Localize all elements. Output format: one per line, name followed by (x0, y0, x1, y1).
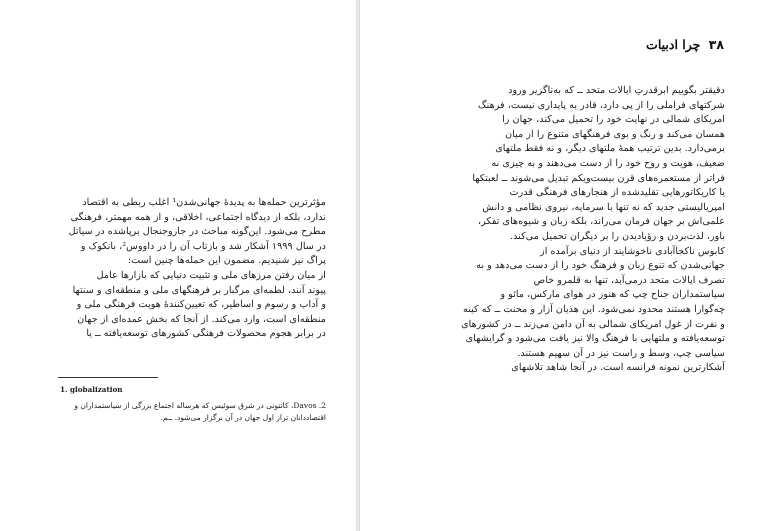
text-line: مطرح می‌شود. این‌گونه مباحث در جاروجنجال برپاشده در سیاتل (68, 226, 326, 238)
text-line: از میان رفتن مرزهای ملی و تثبیت دنیایی که بازارها عامل (96, 269, 326, 281)
chapter-title: چرا ادبیات (646, 37, 701, 52)
text-line: تصرف ایالات متحد درمی‌آید، تنها به قلمرو خاص (533, 274, 725, 286)
footnote-2 (52, 400, 326, 424)
text-line: پیوند آنند، لطمه‌ای مرگبار بر فرهنگهای ملی و منطقه‌ای و سنتها (72, 284, 326, 296)
text-line: امپریالیستی جدید که نه تنها با سرمایه، نیروی نظامی و دانش (482, 201, 725, 213)
text-line: همسان می‌کند و رنگ و بوی فرهنگهای متنوع را از میان (505, 128, 725, 140)
text-line: دقیقتر بگوییم ابرقدرتِ ایالات متحد ــ که به‌ناگزیر ورود (508, 85, 725, 96)
right-page-body (407, 84, 725, 376)
text-line: علمی‌اش بر جهان فرمان می‌راند، بلکه زبان و شیوه‌های تفکر، (478, 216, 725, 228)
text-line: و نفرت از غول امریکای شمالی به آن دامن می‌زند ــ در کشورهای (461, 318, 725, 330)
text-line: سیاستمداران جناح چپ که هنوز در هوای مارکس، مائو و (500, 289, 725, 301)
text-line: ضعیف، هویت و روح خود را از دست می‌دهند و به چیزی نه (491, 157, 725, 169)
text-line: شرکتهای فراملی را از پی دارد، قادر به پایداری نیست، فرهنگ (478, 99, 725, 111)
right-paragraph-1 (407, 84, 725, 245)
left-paragraph-2 (52, 269, 326, 342)
text-line: توسعه‌یافته و ملتهایی با فرهنگ والا نیز یافت می‌شود و گرایشهای (465, 333, 725, 345)
text-line: برمی‌دارد. بدین ترتیب همهٔ ملتهای دیگر، و نه فقط ملتهای (495, 143, 725, 155)
right-page (360, 0, 758, 531)
text-line: و آداب و رسوم و اساطیر، که تعیین‌کنندهٔ هویت فرهنگی ملی و (76, 299, 326, 311)
text-line: پراگ نیز شنیدیم. مضمون این حمله‌ها چنین است: (127, 255, 326, 267)
footnote-1: 1. globalization (60, 385, 123, 394)
footnote-divider (58, 377, 158, 378)
left-page (0, 0, 357, 531)
text-line: امریکای شمالی در نهایت خود را تحمیل می‌کند، جهان را (502, 114, 725, 126)
right-paragraph-3 (407, 361, 725, 376)
page-number: ۳۸ (708, 37, 724, 52)
text-line: جهانی‌شدن که تنوع زبان و فرهنگ خود را از دست می‌دهد و به (476, 260, 725, 272)
text-line: یا کاریکاتورهایی تقلیدشده از هنجارهای فرهنگی قدرت (509, 187, 725, 199)
text-line: چه‌گوارا هستند محدود نمی‌شود. این هذیان آزار و محنت ــ که کینه (463, 303, 725, 315)
text-line: باور، لذت‌بردن و رؤیادیدن را بر دیگران تحمیل می‌کند. (510, 230, 725, 242)
text-line: منطقه‌ای است، وارد می‌کند. از آنجا که بخش عمده‌ای از جهان (77, 313, 326, 325)
running-header (394, 37, 724, 55)
text-line: در برابر هجوم محصولات فرهنگی کشورهای توسعه‌یافته ــ یا (86, 328, 326, 340)
left-page-body (52, 196, 326, 342)
text-line: مؤثرترین حمله‌ها به پدیدهٔ جهانی‌شدن¹ اغلب ربطی به اقتصاد (82, 197, 326, 208)
text-line: در سال ۱۹۹۹ آشکار شد و بازتاب آن را در داووس²، بانکوک و (80, 240, 326, 252)
footnote-line: 2. Davos، کانتونی در شرق سوئیس که هرساله اجتماع بزرگی از سیاستمداران و (74, 401, 326, 410)
text-line: ندارد، بلکه از دیدگاه اجتماعی، اخلاقی، و از همه مهمتر، فرهنگی (70, 211, 326, 223)
left-paragraph-1 (52, 196, 326, 269)
right-paragraph-2 (407, 245, 725, 362)
text-line: سیاسی چپ، وسط و راست نیز در آن سهیم هستند. (517, 347, 725, 359)
text-line: فراتر از مستعمره‌های قرن بیست‌ویکم تبدیل می‌شوند ــ لعبتکها (472, 172, 725, 184)
footnote-line: اقتصاددانان تراز اول جهان در آن برگزار می‌شود. ــم. (160, 413, 326, 422)
text-line: آشکارترین نمونه فرانسه است. در آنجا شاهد تلاشهای (511, 362, 725, 374)
text-line: کابوس ناکجاآبادی ناخوشایند از دنیای برآمده از (540, 245, 725, 257)
